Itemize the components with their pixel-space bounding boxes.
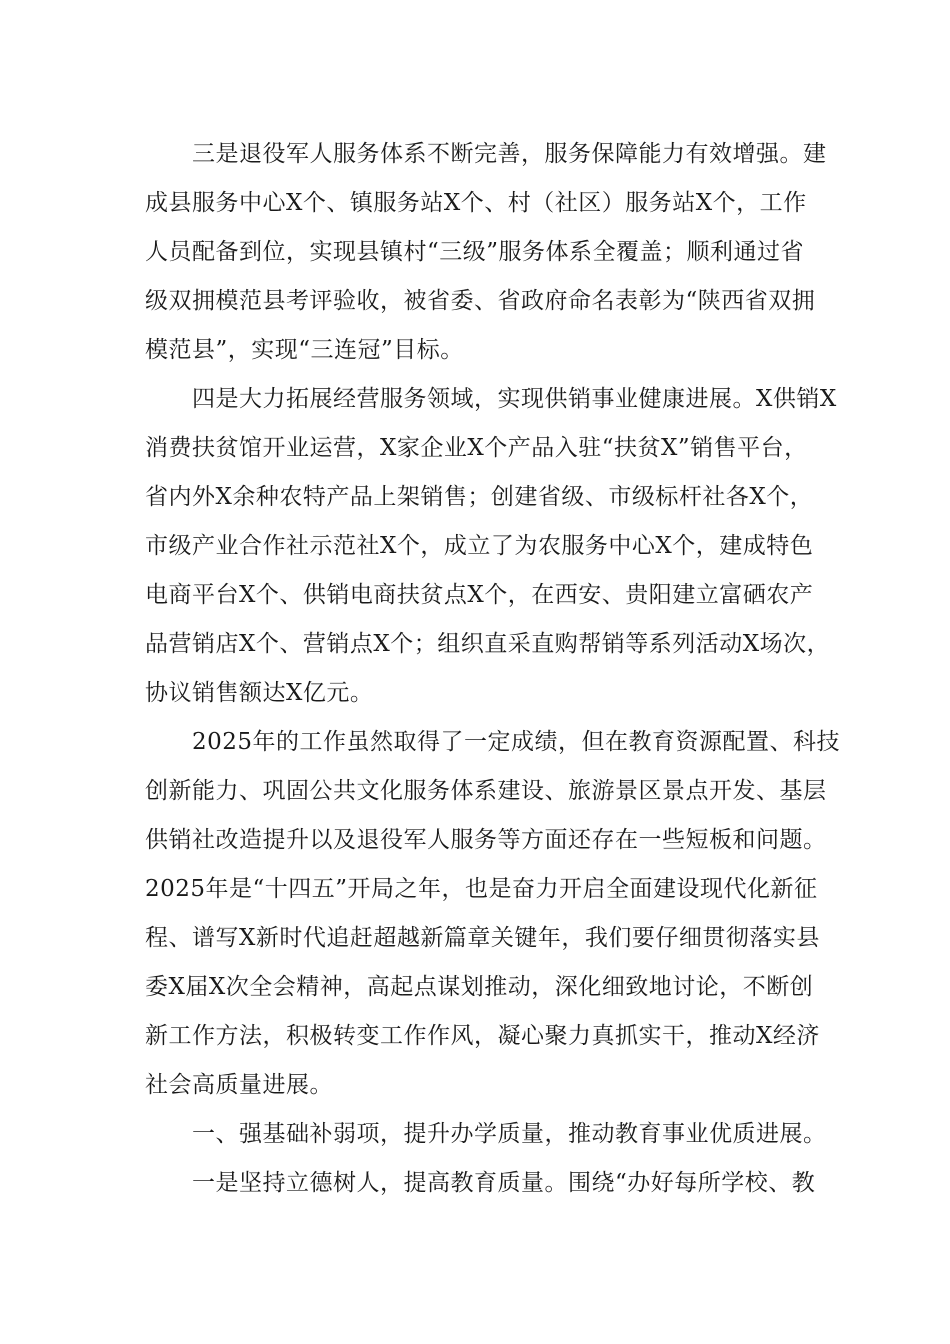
- text-line: 三是退役军人服务体系不断完善，服务保障能力有效增强。建: [145, 141, 827, 167]
- document-body: [145, 130, 841, 1208]
- text-line: 消费扶贫馆开业运营，X家企业X个产品入驻“扶贫X”销售平台，: [145, 435, 808, 461]
- text-line: 级双拥模范县考评验收，被省委、省政府命名表彰为“陕西省双拥: [145, 288, 816, 314]
- text-line: 人员配备到位，实现县镇村“三级”服务体系全覆盖；顺利通过省: [145, 239, 805, 265]
- text-line: 协议销售额达X亿元。: [145, 680, 374, 706]
- text-line: 委X届X次全会精神，高起点谋划推动，深化细致地讨论，不断创: [145, 974, 814, 1000]
- text-line: 四是大力拓展经营服务领域，实现供销事业健康进展。X供销X: [145, 386, 837, 412]
- text-line: 成县服务中心X个、镇服务站X个、村（社区）服务站X个，工作: [145, 190, 807, 216]
- text-line: 市级产业合作社示范社X个，成立了为农服务中心X个，建成特色: [145, 533, 814, 559]
- text-line: 社会高质量进展。: [145, 1072, 333, 1098]
- text-line: 2025年的工作虽然取得了一定成绩，但在教育资源配置、科技: [145, 729, 841, 755]
- text-line: 电商平台X个、供销电商扶贫点X个，在西安、贵阳建立富硒农产: [145, 582, 814, 608]
- text-line: 程、谱写X新时代追赶超越新篇章关键年，我们要仔细贯彻落实县: [145, 925, 820, 951]
- text-line: 一、强基础补弱项，提升办学质量，推动教育事业优质进展。: [145, 1121, 827, 1147]
- text-line: 新工作方法，积极转变工作作风，凝心聚力真抓实干，推动X经济: [145, 1023, 820, 1049]
- text-line: 一是坚持立德树人，提高教育质量。围绕“办好每所学校、教: [145, 1170, 816, 1196]
- text-line: 模范县”，实现“三连冠”目标。: [145, 337, 464, 363]
- text-line: 创新能力、巩固公共文化服务体系建设、旅游景区景点开发、基层: [145, 778, 827, 804]
- text-line: 2025年是“十四五”开局之年，也是奋力开启全面建设现代化新征: [145, 876, 818, 902]
- text-line: 品营销店X个、营销点X个；组织直采直购帮销等系列活动X场次，: [145, 631, 831, 657]
- text-line: 供销社改造提升以及退役军人服务等方面还存在一些短板和问题。: [145, 827, 827, 853]
- text-line: 省内外X余种农特产品上架销售；创建省级、市级标杆社各X个，: [145, 484, 814, 510]
